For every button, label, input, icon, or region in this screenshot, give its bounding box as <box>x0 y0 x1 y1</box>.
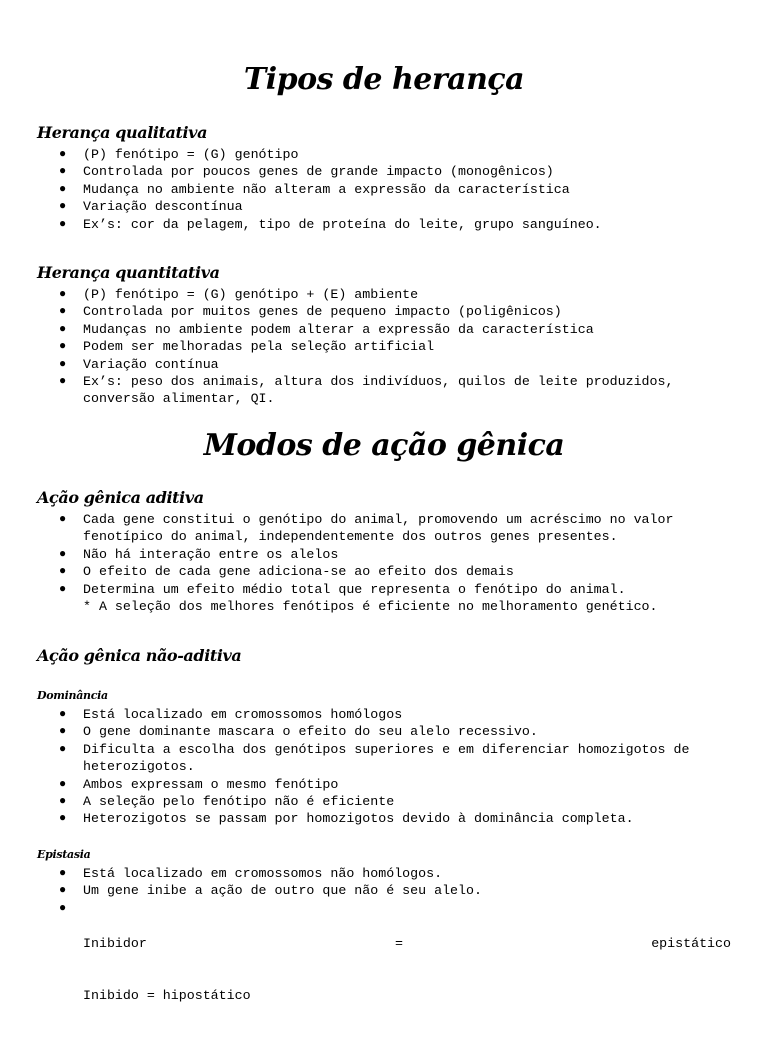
list-item: ● (P) fenótipo = (G) genótipo + (E) ambiente <box>59 287 419 302</box>
bullet-icon: ● <box>59 741 67 756</box>
bullet-icon: ● <box>59 866 67 880</box>
list-item: ● Podem ser melhoradas pela seleção artificial <box>59 339 435 355</box>
list-quantitativa <box>0 286 768 408</box>
list-item: ● Controlada por poucos genes de grande impacto (monogênicos) <box>59 164 554 180</box>
bullet-icon: ● <box>59 199 67 214</box>
list-item: ● Mudança no ambiente não alteram a expressão da característica <box>59 181 570 197</box>
bullet-icon: ● <box>59 581 67 596</box>
list-item: ● Ex’s: cor da pelagem, tipo de proteína do leite, grupo sanguíneo. <box>59 216 602 232</box>
list-item: ● Variação descontínua <box>59 199 243 215</box>
list-item: ● Ambos expressam o mesmo fenótipo <box>59 776 339 792</box>
bullet-icon: ● <box>59 883 67 898</box>
bullet-icon: ● <box>59 900 67 915</box>
bullet-icon: ● <box>59 356 67 371</box>
bullet-icon: ● <box>59 304 67 319</box>
heading-nao-aditiva: Ação gênica não-aditiva <box>37 646 242 665</box>
bullet-icon: ● <box>59 147 67 161</box>
bullet-icon: ● <box>59 164 67 179</box>
heading-quantitativa: Herança quantitativa <box>37 263 220 282</box>
heading-qualitativa: Herança qualitativa <box>37 123 208 142</box>
list-item: ● Controlada por muitos genes de pequeno impacto (poligênicos) <box>59 304 562 320</box>
bullet-icon: ● <box>59 564 67 579</box>
list-item: ● Não há interação entre os alelos <box>59 546 339 562</box>
bullet-icon: ● <box>59 374 67 389</box>
bullet-icon: ● <box>59 287 67 301</box>
epistasia-justified-line: Inibidor = epistático <box>83 935 731 951</box>
aditiva-note: * A seleção dos melhores fenótipos é eficiente no melhoramento genético. <box>83 599 658 614</box>
list-qualitativa <box>0 146 768 233</box>
list-item: ● Determina um efeito médio total que representa o fenótipo do animal. <box>59 581 626 597</box>
list-item: ● Mudanças no ambiente podem alterar a expressão da característica <box>59 321 594 337</box>
list-item: ● Está localizado em cromossomos homólogos <box>59 707 403 722</box>
bullet-icon: ● <box>59 321 67 336</box>
page-title-tipos: Tipos de herança <box>243 62 525 97</box>
bullet-icon: ● <box>59 724 67 739</box>
list-item: ● Heterozigotos se passam por homozigotos devido à dominância completa. <box>59 811 634 827</box>
bullet-icon: ● <box>59 546 67 561</box>
list-item: ● A seleção pelo fenótipo não é eficiente <box>59 794 395 810</box>
heading-dominancia: Dominância <box>37 689 108 702</box>
bullet-icon: ● <box>59 794 67 809</box>
bullet-icon: ● <box>59 339 67 354</box>
bullet-icon: ● <box>59 181 67 196</box>
bullet-icon: ● <box>59 512 67 526</box>
page-title-modos: Modos de ação gênica <box>203 428 565 463</box>
list-item: ● Um gene inibe a ação de outro que não é seu alelo. <box>59 883 482 899</box>
list-epistasia <box>0 865 768 1039</box>
heading-epistasia: Epistasia <box>37 848 91 861</box>
list-item: ● Cada gene constitui o genótipo do animal, promovendo um acréscimo no valor fenotípico do animal, independentemente dos outros genes presentes. <box>59 512 682 545</box>
bullet-icon: ● <box>59 811 67 826</box>
list-item: ● (P) fenótipo = (G) genótipo <box>59 147 299 162</box>
list-aditiva <box>0 511 768 598</box>
list-item: ● Variação contínua <box>59 356 219 372</box>
heading-aditiva: Ação gênica aditiva <box>37 488 204 507</box>
bullet-icon: ● <box>59 216 67 231</box>
list-item: ● Inibidor = epistático Inibido = hipostático <box>59 900 731 1003</box>
list-item: ● O gene dominante mascara o efeito do seu alelo recessivo. <box>59 724 538 740</box>
list-item: ● O efeito de cada gene adiciona-se ao efeito dos demais <box>59 564 514 580</box>
list-dominancia <box>0 706 768 828</box>
bullet-icon: ● <box>59 707 67 721</box>
list-item: ● Está localizado em cromossomos não homólogos. <box>59 866 443 881</box>
list-item: ● Dificulta a escolha dos genótipos superiores e em diferenciar homozigotos de heterozigotos. <box>59 741 698 775</box>
list-item: ● Ex’s: peso dos animais, altura dos indivíduos, quilos de leite produzidos, conversão alimentar, QI. <box>59 374 682 407</box>
bullet-icon: ● <box>59 776 67 791</box>
